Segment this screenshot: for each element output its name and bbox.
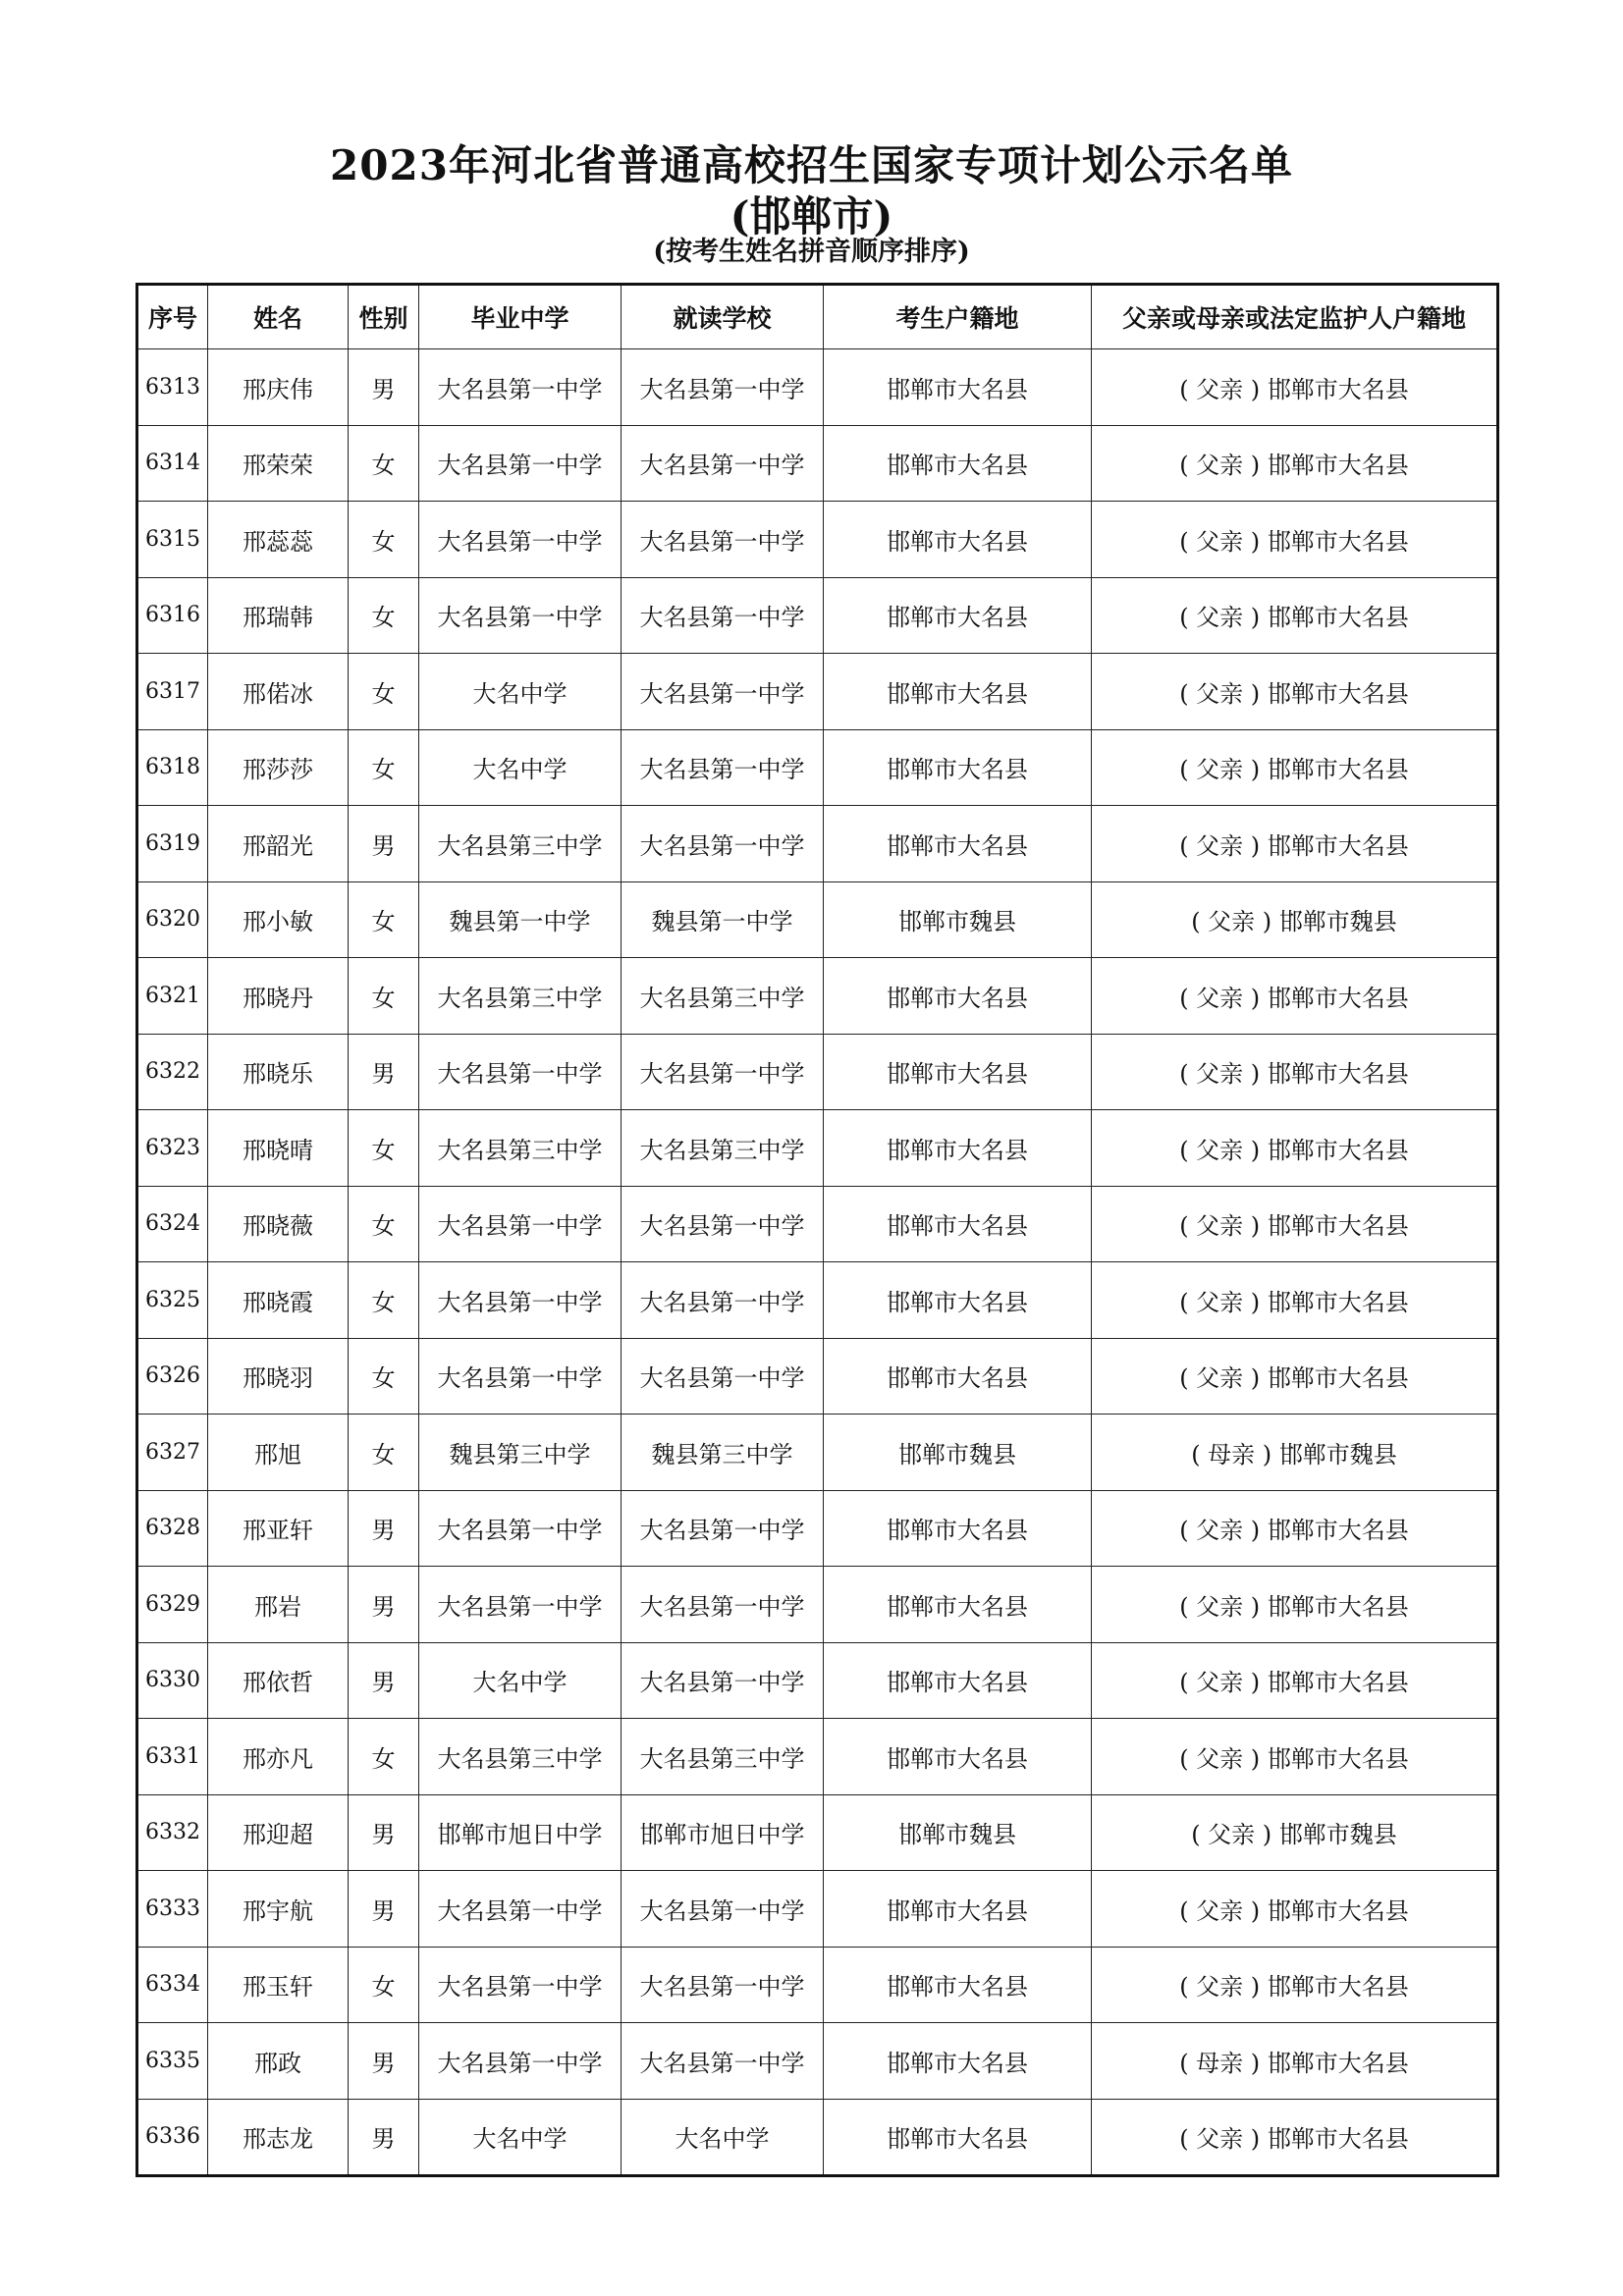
parent-relation: ( 父亲 )	[1179, 452, 1261, 480]
cell-parent-hukou	[1092, 1871, 1498, 1948]
cell-name: 邢小敏	[208, 881, 349, 958]
cell-gender: 男	[349, 1567, 419, 1643]
cell-parent-hukou	[1092, 1262, 1498, 1339]
cell-parent-hukou	[1092, 2099, 1498, 2176]
cell-current-school: 大名县第一中学	[622, 1642, 824, 1719]
cell-grad-school: 大名中学	[419, 2099, 622, 2176]
cell-hukou: 邯郸市大名县	[824, 502, 1092, 578]
cell-seq: 6314	[137, 425, 208, 502]
parent-location: 邯郸市大名县	[1267, 1060, 1409, 1089]
cell-current-school: 魏县第三中学	[622, 1415, 824, 1491]
parent-relation: ( 父亲 )	[1179, 679, 1261, 708]
parent-location: 邯郸市大名县	[1267, 1592, 1409, 1621]
cell-hukou: 邯郸市魏县	[824, 881, 1092, 958]
parent-location: 邯郸市大名县	[1267, 1212, 1409, 1241]
cell-current-school: 大名县第一中学	[622, 2023, 824, 2100]
table-row	[137, 958, 1498, 1035]
parent-relation: ( 母亲 )	[1191, 1440, 1272, 1468]
cell-current-school: 大名县第一中学	[622, 577, 824, 654]
cell-gender: 男	[349, 349, 419, 426]
cell-name: 邢宇航	[208, 1871, 349, 1948]
cell-parent-hukou	[1092, 1338, 1498, 1415]
cell-parent-hukou	[1092, 1642, 1498, 1719]
cell-seq: 6325	[137, 1262, 208, 1339]
parent-relation: ( 父亲 )	[1179, 527, 1261, 556]
table-row	[137, 1490, 1498, 1567]
cell-name: 邢晓薇	[208, 1186, 349, 1262]
cell-grad-school: 大名县第三中学	[419, 958, 622, 1035]
col-header-gender: 性别	[349, 285, 419, 349]
cell-name: 邢韶光	[208, 806, 349, 882]
cell-gender: 女	[349, 729, 419, 806]
parent-relation: ( 父亲 )	[1179, 1896, 1261, 1925]
cell-gender: 女	[349, 881, 419, 958]
page-title: 2023年河北省普通高校招生国家专项计划公示名单	[330, 141, 1293, 189]
cell-name: 邢莎莎	[208, 729, 349, 806]
cell-gender: 女	[349, 1110, 419, 1187]
table-row	[137, 729, 1498, 806]
parent-relation: ( 父亲 )	[1179, 1136, 1261, 1164]
cell-seq: 6329	[137, 1567, 208, 1643]
table-row	[137, 1719, 1498, 1795]
table-row	[137, 425, 1498, 502]
cell-grad-school: 大名县第一中学	[419, 1490, 622, 1567]
parent-relation: ( 父亲 )	[1179, 984, 1261, 1012]
cell-gender: 女	[349, 425, 419, 502]
cell-current-school: 大名县第一中学	[622, 1490, 824, 1567]
cell-gender: 女	[349, 958, 419, 1035]
parent-relation: ( 父亲 )	[1179, 831, 1261, 860]
table-row	[137, 654, 1498, 730]
table-row	[137, 349, 1498, 426]
cell-name: 邢荣荣	[208, 425, 349, 502]
cell-seq: 6322	[137, 1034, 208, 1110]
cell-parent-hukou	[1092, 1110, 1498, 1187]
cell-gender: 男	[349, 1871, 419, 1948]
cell-current-school: 大名县第一中学	[622, 1947, 824, 2023]
page-subtitle: (邯郸市)	[730, 192, 893, 240]
parent-location: 邯郸市大名县	[1267, 1288, 1409, 1316]
cell-seq: 6313	[137, 349, 208, 426]
parent-relation: ( 母亲 )	[1179, 2049, 1261, 2077]
cell-gender: 女	[349, 1186, 419, 1262]
roster-table	[135, 283, 1499, 2177]
cell-name: 邢旭	[208, 1415, 349, 1491]
cell-current-school: 大名中学	[622, 2099, 824, 2176]
cell-current-school: 大名县第一中学	[622, 1871, 824, 1948]
cell-parent-hukou	[1092, 881, 1498, 958]
cell-name: 邢亦凡	[208, 1719, 349, 1795]
table-row	[137, 1338, 1498, 1415]
parent-relation: ( 父亲 )	[1179, 1364, 1261, 1393]
cell-name: 邢庆伟	[208, 349, 349, 426]
col-header-parent-hukou: 父亲或母亲或法定监护人户籍地	[1092, 285, 1498, 349]
cell-gender: 男	[349, 1490, 419, 1567]
cell-seq: 6319	[137, 806, 208, 882]
cell-grad-school: 大名县第一中学	[419, 577, 622, 654]
parent-relation: ( 父亲 )	[1179, 1288, 1261, 1316]
cell-name: 邢政	[208, 2023, 349, 2100]
cell-current-school: 大名县第一中学	[622, 502, 824, 578]
cell-gender: 女	[349, 1338, 419, 1415]
cell-seq: 6318	[137, 729, 208, 806]
cell-hukou: 邯郸市大名县	[824, 1034, 1092, 1110]
cell-parent-hukou	[1092, 958, 1498, 1035]
cell-grad-school: 大名中学	[419, 654, 622, 730]
cell-grad-school: 邯郸市旭日中学	[419, 1794, 622, 1871]
cell-grad-school: 大名县第三中学	[419, 1719, 622, 1795]
cell-gender: 男	[349, 1642, 419, 1719]
cell-grad-school: 大名县第一中学	[419, 1338, 622, 1415]
cell-name: 邢亚轩	[208, 1490, 349, 1567]
cell-current-school: 大名县第一中学	[622, 729, 824, 806]
cell-name: 邢迎超	[208, 1794, 349, 1871]
table-row	[137, 2099, 1498, 2176]
parent-location: 邯郸市大名县	[1267, 452, 1409, 480]
cell-grad-school: 大名县第一中学	[419, 349, 622, 426]
parent-location: 邯郸市大名县	[1267, 1744, 1409, 1773]
cell-seq: 6321	[137, 958, 208, 1035]
cell-gender: 男	[349, 1794, 419, 1871]
cell-name: 邢晓晴	[208, 1110, 349, 1187]
cell-grad-school: 大名县第一中学	[419, 2023, 622, 2100]
parent-location: 邯郸市大名县	[1267, 984, 1409, 1012]
parent-location: 邯郸市大名县	[1267, 756, 1409, 784]
cell-hukou: 邯郸市大名县	[824, 1338, 1092, 1415]
cell-grad-school: 大名县第三中学	[419, 1110, 622, 1187]
table-row	[137, 1186, 1498, 1262]
cell-hukou: 邯郸市大名县	[824, 654, 1092, 730]
parent-relation: ( 父亲 )	[1179, 1669, 1261, 1697]
cell-parent-hukou	[1092, 1415, 1498, 1491]
table-row	[137, 1034, 1498, 1110]
parent-relation: ( 父亲 )	[1179, 1060, 1261, 1089]
parent-relation: ( 父亲 )	[1191, 908, 1272, 936]
cell-parent-hukou	[1092, 502, 1498, 578]
cell-hukou: 邯郸市大名县	[824, 2099, 1092, 2176]
table-row	[137, 881, 1498, 958]
cell-name: 邢晓丹	[208, 958, 349, 1035]
cell-hukou: 邯郸市大名县	[824, 1186, 1092, 1262]
table-row	[137, 1262, 1498, 1339]
cell-hukou: 邯郸市大名县	[824, 806, 1092, 882]
cell-name: 邢依哲	[208, 1642, 349, 1719]
cell-parent-hukou	[1092, 577, 1498, 654]
parent-location: 邯郸市大名县	[1267, 2049, 1409, 2077]
table-body	[137, 349, 1498, 2176]
parent-relation: ( 父亲 )	[1191, 1821, 1272, 1849]
table-row	[137, 1110, 1498, 1187]
cell-seq: 6334	[137, 1947, 208, 2023]
cell-current-school: 大名县第一中学	[622, 1262, 824, 1339]
cell-gender: 男	[349, 2023, 419, 2100]
table-row	[137, 806, 1498, 882]
cell-grad-school: 大名中学	[419, 729, 622, 806]
cell-hukou: 邯郸市大名县	[824, 729, 1092, 806]
cell-seq: 6323	[137, 1110, 208, 1187]
cell-gender: 女	[349, 1947, 419, 2023]
parent-location: 邯郸市大名县	[1267, 375, 1409, 403]
cell-parent-hukou	[1092, 1034, 1498, 1110]
parent-location: 邯郸市大名县	[1267, 1896, 1409, 1925]
cell-hukou: 邯郸市大名县	[824, 1642, 1092, 1719]
cell-seq: 6317	[137, 654, 208, 730]
cell-grad-school: 大名县第一中学	[419, 1947, 622, 2023]
table-row	[137, 1794, 1498, 1871]
cell-hukou: 邯郸市大名县	[824, 1490, 1092, 1567]
parent-relation: ( 父亲 )	[1179, 756, 1261, 784]
cell-parent-hukou	[1092, 1490, 1498, 1567]
col-header-seq: 序号	[137, 285, 208, 349]
parent-location: 邯郸市大名县	[1267, 1973, 1409, 2002]
cell-name: 邢晓乐	[208, 1034, 349, 1110]
parent-location: 邯郸市大名县	[1267, 604, 1409, 632]
cell-name: 邢晓羽	[208, 1338, 349, 1415]
col-header-hukou: 考生户籍地	[824, 285, 1092, 349]
parent-location: 邯郸市大名县	[1267, 831, 1409, 860]
cell-current-school: 大名县第三中学	[622, 1110, 824, 1187]
parent-location: 邯郸市大名县	[1267, 1364, 1409, 1393]
cell-seq: 6332	[137, 1794, 208, 1871]
cell-seq: 6315	[137, 502, 208, 578]
cell-current-school: 邯郸市旭日中学	[622, 1794, 824, 1871]
cell-grad-school: 大名县第一中学	[419, 502, 622, 578]
cell-current-school: 大名县第三中学	[622, 958, 824, 1035]
cell-hukou: 邯郸市大名县	[824, 349, 1092, 426]
cell-current-school: 大名县第一中学	[622, 425, 824, 502]
cell-grad-school: 大名县第一中学	[419, 1262, 622, 1339]
cell-current-school: 大名县第一中学	[622, 1186, 824, 1262]
col-header-current-school: 就读学校	[622, 285, 824, 349]
cell-hukou: 邯郸市大名县	[824, 1947, 1092, 2023]
cell-current-school: 魏县第一中学	[622, 881, 824, 958]
cell-seq: 6327	[137, 1415, 208, 1491]
cell-grad-school: 大名县第三中学	[419, 806, 622, 882]
parent-location: 邯郸市魏县	[1278, 1440, 1397, 1468]
parent-location: 邯郸市大名县	[1267, 527, 1409, 556]
cell-parent-hukou	[1092, 1719, 1498, 1795]
parent-location: 邯郸市魏县	[1278, 908, 1397, 936]
table-row	[137, 1642, 1498, 1719]
table-row	[137, 502, 1498, 578]
table-row	[137, 1415, 1498, 1491]
cell-current-school: 大名县第一中学	[622, 1567, 824, 1643]
cell-seq: 6324	[137, 1186, 208, 1262]
cell-hukou: 邯郸市大名县	[824, 1567, 1092, 1643]
cell-grad-school: 大名县第一中学	[419, 1567, 622, 1643]
cell-hukou: 邯郸市大名县	[824, 958, 1092, 1035]
cell-name: 邢偌冰	[208, 654, 349, 730]
cell-hukou: 邯郸市魏县	[824, 1415, 1092, 1491]
parent-relation: ( 父亲 )	[1179, 375, 1261, 403]
cell-hukou: 邯郸市大名县	[824, 1110, 1092, 1187]
cell-gender: 女	[349, 1719, 419, 1795]
parent-location: 邯郸市大名县	[1267, 679, 1409, 708]
cell-current-school: 大名县第一中学	[622, 349, 824, 426]
table-row	[137, 1871, 1498, 1948]
cell-gender: 男	[349, 806, 419, 882]
table-header-row	[137, 285, 1498, 349]
cell-gender: 女	[349, 502, 419, 578]
cell-seq: 6335	[137, 2023, 208, 2100]
cell-seq: 6316	[137, 577, 208, 654]
table-row	[137, 1947, 1498, 2023]
parent-location: 邯郸市大名县	[1267, 2125, 1409, 2154]
cell-seq: 6330	[137, 1642, 208, 1719]
col-header-name: 姓名	[208, 285, 349, 349]
cell-hukou: 邯郸市魏县	[824, 1794, 1092, 1871]
cell-seq: 6331	[137, 1719, 208, 1795]
cell-name: 邢晓霞	[208, 1262, 349, 1339]
cell-grad-school: 大名县第一中学	[419, 1034, 622, 1110]
cell-hukou: 邯郸市大名县	[824, 1262, 1092, 1339]
cell-seq: 6328	[137, 1490, 208, 1567]
cell-parent-hukou	[1092, 1794, 1498, 1871]
cell-name: 邢瑞韩	[208, 577, 349, 654]
cell-seq: 6320	[137, 881, 208, 958]
cell-name: 邢岩	[208, 1567, 349, 1643]
cell-current-school: 大名县第一中学	[622, 654, 824, 730]
cell-hukou: 邯郸市大名县	[824, 1871, 1092, 1948]
table-row	[137, 1567, 1498, 1643]
col-header-grad-school: 毕业中学	[419, 285, 622, 349]
cell-hukou: 邯郸市大名县	[824, 2023, 1092, 2100]
cell-name: 邢玉轩	[208, 1947, 349, 2023]
cell-seq: 6326	[137, 1338, 208, 1415]
cell-gender: 男	[349, 1034, 419, 1110]
cell-current-school: 大名县第三中学	[622, 1719, 824, 1795]
cell-parent-hukou	[1092, 1567, 1498, 1643]
cell-parent-hukou	[1092, 1186, 1498, 1262]
parent-relation: ( 父亲 )	[1179, 1744, 1261, 1773]
cell-grad-school: 大名中学	[419, 1642, 622, 1719]
cell-parent-hukou	[1092, 425, 1498, 502]
cell-seq: 6336	[137, 2099, 208, 2176]
cell-gender: 女	[349, 577, 419, 654]
cell-hukou: 邯郸市大名县	[824, 1719, 1092, 1795]
cell-gender: 女	[349, 1262, 419, 1339]
sort-note: (按考生姓名拼音顺序排序)	[653, 237, 970, 267]
parent-relation: ( 父亲 )	[1179, 1973, 1261, 2002]
cell-current-school: 大名县第一中学	[622, 806, 824, 882]
cell-seq: 6333	[137, 1871, 208, 1948]
table-row	[137, 2023, 1498, 2100]
cell-gender: 男	[349, 2099, 419, 2176]
cell-hukou: 邯郸市大名县	[824, 425, 1092, 502]
parent-location: 邯郸市大名县	[1267, 1517, 1409, 1545]
parent-location: 邯郸市魏县	[1278, 1821, 1397, 1849]
cell-grad-school: 魏县第三中学	[419, 1415, 622, 1491]
cell-parent-hukou	[1092, 349, 1498, 426]
cell-parent-hukou	[1092, 1947, 1498, 2023]
cell-hukou: 邯郸市大名县	[824, 577, 1092, 654]
parent-relation: ( 父亲 )	[1179, 1517, 1261, 1545]
cell-grad-school: 大名县第一中学	[419, 425, 622, 502]
parent-relation: ( 父亲 )	[1179, 1592, 1261, 1621]
cell-parent-hukou	[1092, 654, 1498, 730]
cell-gender: 女	[349, 654, 419, 730]
cell-name: 邢蕊蕊	[208, 502, 349, 578]
cell-grad-school: 大名县第一中学	[419, 1871, 622, 1948]
cell-parent-hukou	[1092, 2023, 1498, 2100]
cell-gender: 女	[349, 1415, 419, 1491]
parent-relation: ( 父亲 )	[1179, 1212, 1261, 1241]
parent-relation: ( 父亲 )	[1179, 2125, 1261, 2154]
cell-current-school: 大名县第一中学	[622, 1034, 824, 1110]
table-row	[137, 577, 1498, 654]
cell-parent-hukou	[1092, 806, 1498, 882]
cell-name: 邢志龙	[208, 2099, 349, 2176]
parent-location: 邯郸市大名县	[1267, 1669, 1409, 1697]
cell-current-school: 大名县第一中学	[622, 1338, 824, 1415]
cell-grad-school: 大名县第一中学	[419, 1186, 622, 1262]
cell-grad-school: 魏县第一中学	[419, 881, 622, 958]
parent-location: 邯郸市大名县	[1267, 1136, 1409, 1164]
parent-relation: ( 父亲 )	[1179, 604, 1261, 632]
cell-parent-hukou	[1092, 729, 1498, 806]
